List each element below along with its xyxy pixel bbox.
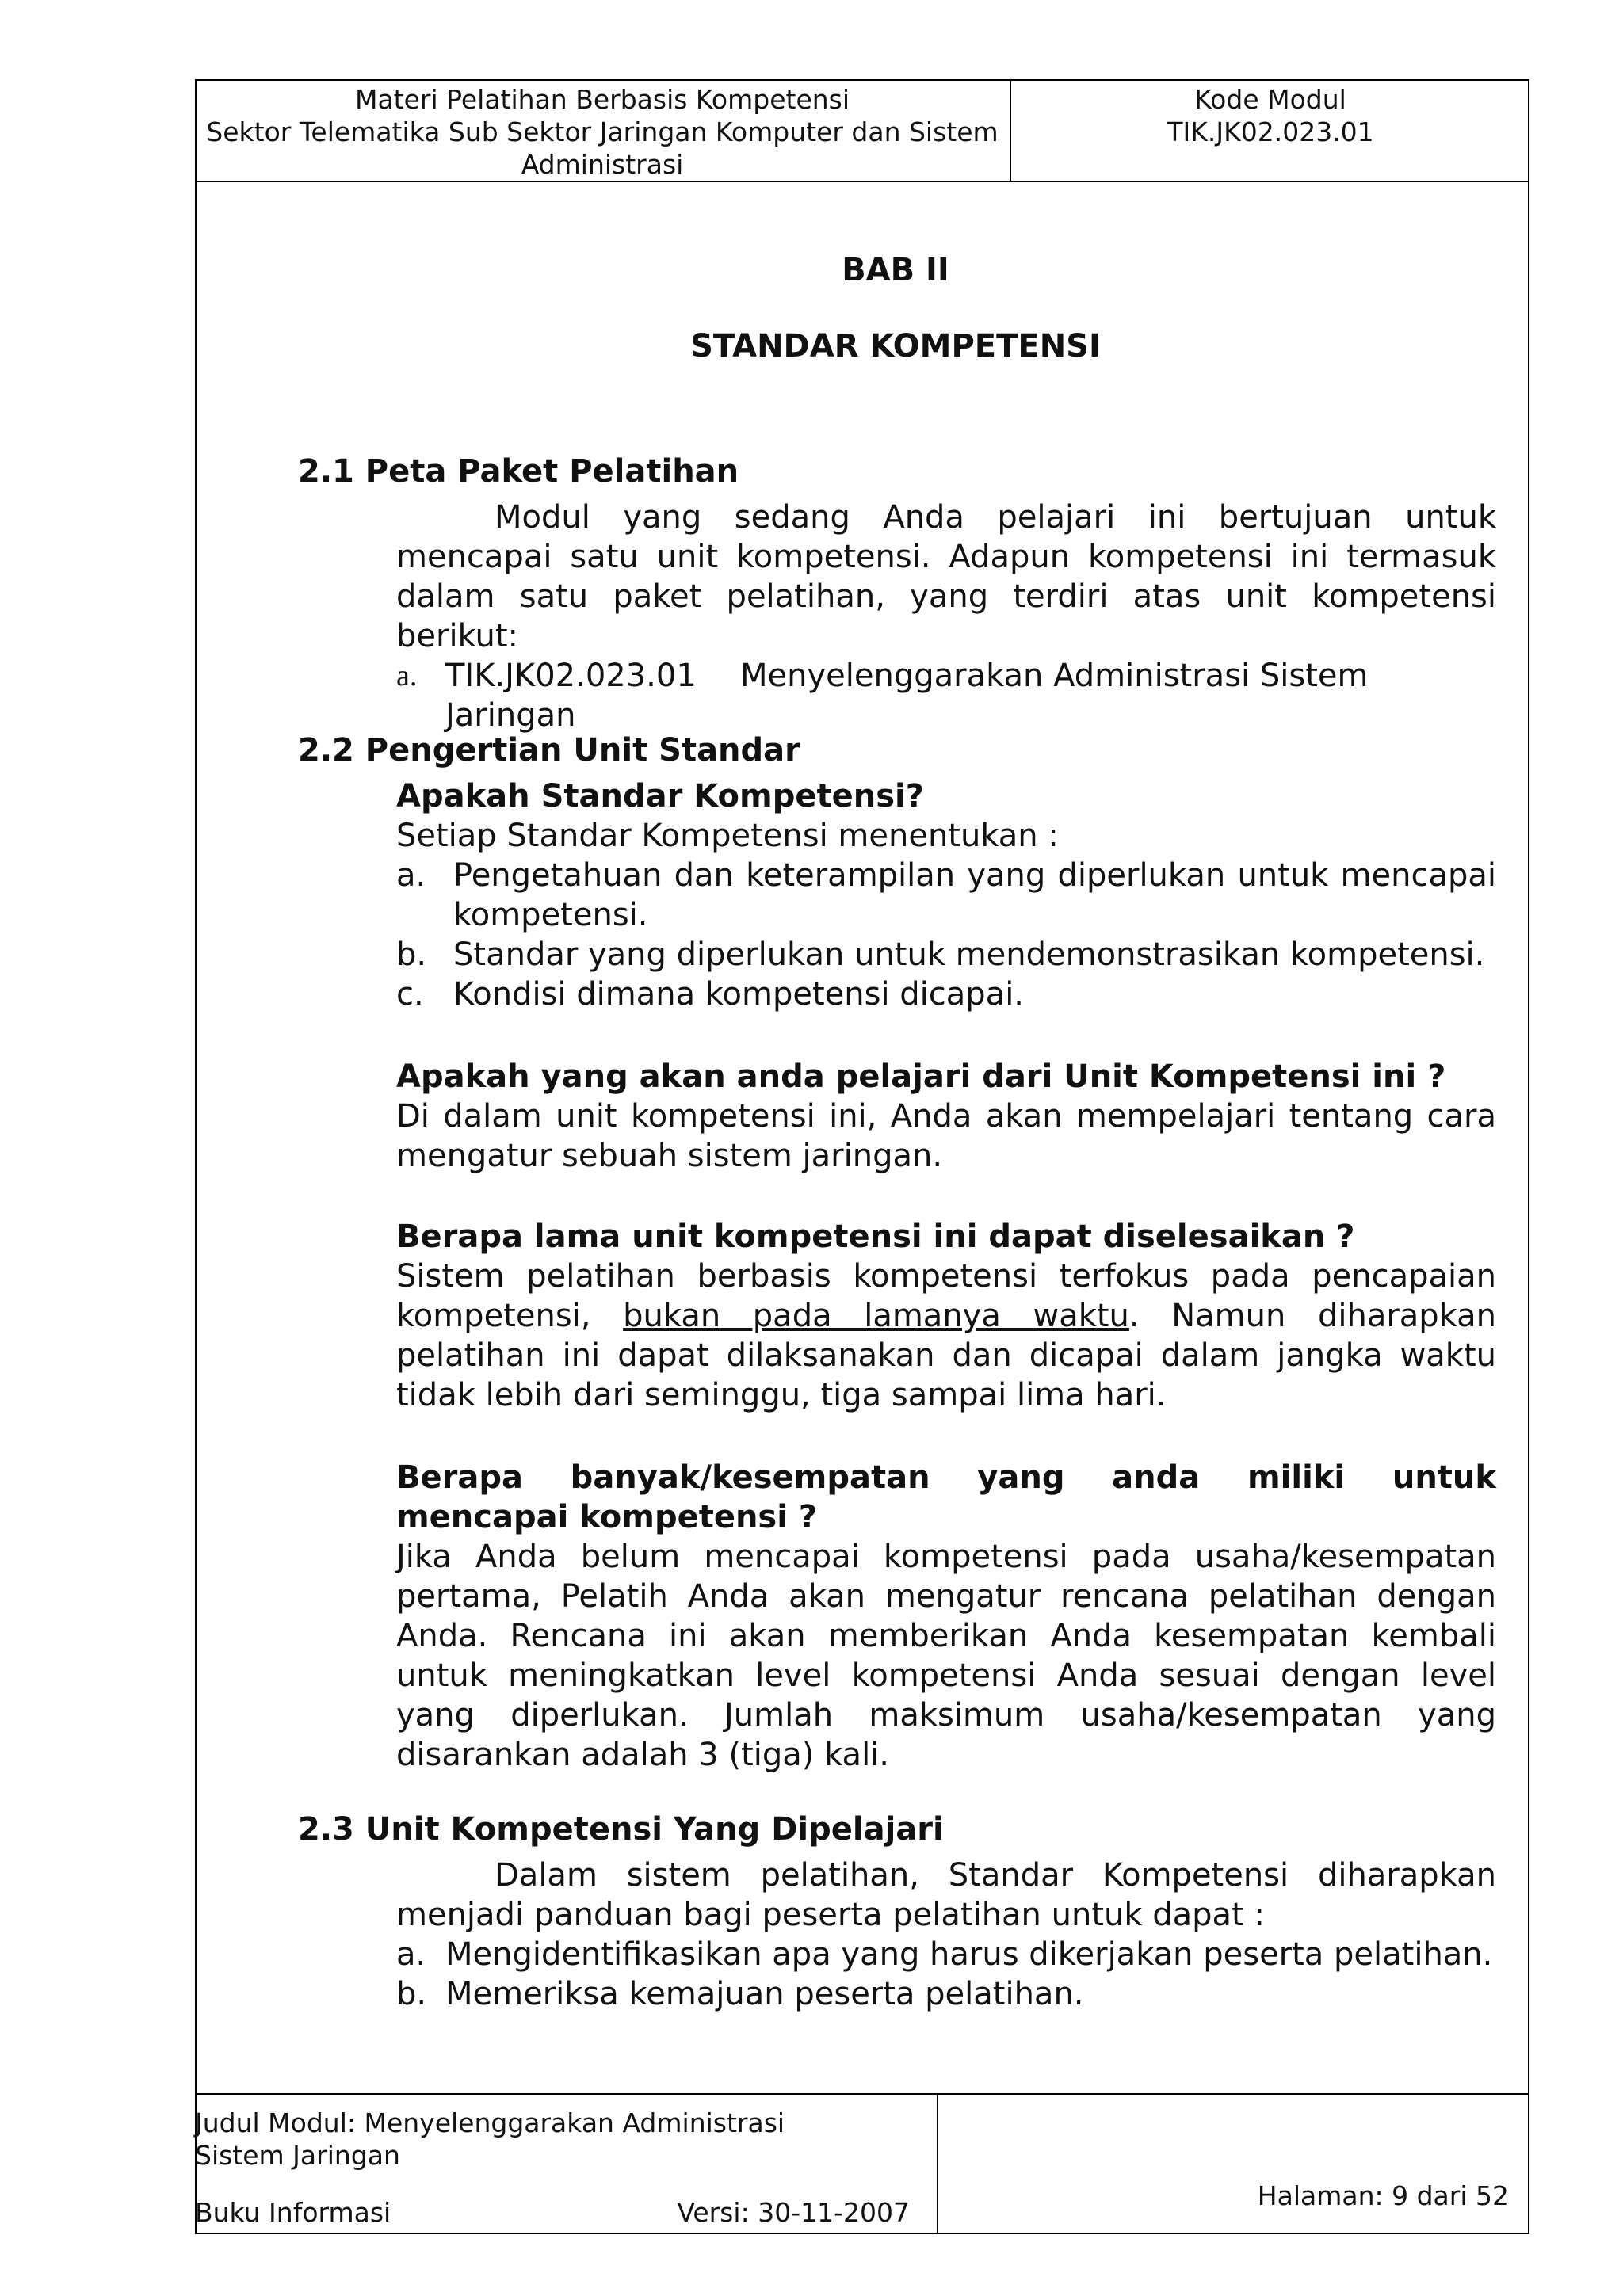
list-item [396,656,1496,735]
header-module-info [195,81,1011,181]
section-2-2-q4 [396,1458,1496,1775]
unit-code: TIK.JK02.023.01 [445,658,697,694]
list-marker: b. [396,1976,427,2012]
purpose-list [396,1935,1496,2014]
header-module-code [1011,81,1529,181]
chapter-number: BAB II [842,252,949,288]
header-code-value: TIK.JK02.023.01 [1167,116,1374,147]
section-2-2-q3 [396,1217,1496,1415]
section-heading-2-1: 2.1 Peta Paket Pelatihan [298,453,739,490]
underlined-phrase: bukan pada lamanya waktu [623,1298,1129,1334]
footer-module-title: Judul Modul: Menyelenggarakan Administrasi Sistem Jaringan [195,2107,785,2171]
header-code-label: Kode Modul [1194,84,1346,115]
section-2-3-paragraph: Dalam sistem pelatihan, Standar Kompetensi diharapkan menjadi panduan bagi peserta pelatihan untuk dapat : [396,1857,1496,1933]
question-heading: Apakah yang akan anda pelajari dari Unit Kompetensi ini ? [396,1058,1446,1095]
list-marker: c. [396,976,424,1013]
list-marker: b. [396,936,427,973]
section-2-2-q2 [396,1057,1496,1176]
competency-unit-list [396,656,1496,735]
list-item [396,974,1496,1014]
question-heading: Berapa banyak/kesempatan yang anda miliki untuk mencapai kompetensi ? [396,1459,1496,1535]
header-training-title: Materi Pelatihan Berbasis Kompetensi [354,84,850,115]
answer-text-cont: . Namun diharapkan pelatihan ini dapat dilaksanakan dan dicapai dalam jangka waktu tidak lebih dari seminggu, tiga sampai lima hari. [396,1298,1496,1413]
page-number: Halaman: 9 dari 52 [1257,2180,1509,2211]
footer-module-info [195,2095,938,2233]
page-footer [195,2093,1529,2234]
list-marker: a. [396,1936,426,1973]
question-answer [396,1257,1496,1415]
question-heading: Apakah Standar Kompetensi? [396,778,924,814]
header-sector: Sektor Telematika Sub Sektor Jaringan Komputer dan Sistem [206,116,999,147]
list-item-text: Memeriksa kemajuan peserta pelatihan. [445,1976,1084,2012]
question-heading: Berapa lama unit kompetensi ini dapat diselesaikan ? [396,1219,1355,1255]
list-item [396,856,1496,935]
section-heading-2-3: 2.3 Unit Kompetensi Yang Dipelajari [298,1811,944,1848]
list-marker: a. [396,659,418,692]
unit-name: Menyelenggarakan Administrasi Sistem Jaringan [445,658,1369,734]
list-item [396,935,1496,974]
footer-version: Versi: 30-11-2007 [677,2197,910,2228]
list-item-text: Standar yang diperlukan untuk mendemonstrasikan kompetensi. [453,936,1485,973]
page-header [195,79,1529,182]
list-item-text: Mengidentifikasikan apa yang harus dikerjakan peserta pelatihan. [445,1936,1493,1973]
footer-page-info [938,2095,1529,2233]
header-sector-cont: Administrasi [521,149,684,180]
list-item [396,1935,1496,1974]
question-answer: Jika Anda belum mencapai kompetensi pada usaha/kesempatan pertama, Pelatih Anda akan mengatur rencana pelatihan dengan Anda. Rencana ini akan memberikan Anda kesempatan kembali untuk meningkatkan level kompetensi Anda sesuai dengan level yang diperlukan. Jumlah maksimum usaha/kesempatan yang disarankan adalah 3 (tiga) kali. [396,1539,1496,1773]
footer-book-type: Buku Informasi [195,2197,391,2228]
answer-text: Sistem pelatihan berbasis kompetensi terfokus pada pencapaian kompetensi, [396,1258,1496,1334]
section-2-3-body [396,1855,1496,2014]
list-item-text: Pengetahuan dan keterampilan yang diperlukan untuk mencapai kompetensi. [453,857,1496,933]
list-marker: a. [396,857,426,894]
list-item [396,1974,1496,2014]
section-2-1-paragraph: Modul yang sedang Anda pelajari ini bertujuan untuk mencapai satu unit kompetensi. Adapun kompetensi ini termasuk dalam satu paket pelatihan, yang terdiri atas unit kompetensi berikut: [396,499,1496,654]
section-2-2-q1 [396,776,1496,1014]
chapter-title: STANDAR KOMPETENSI [690,328,1101,364]
standard-criteria-list [396,856,1496,1014]
question-intro: Setiap Standar Kompetensi menentukan : [396,818,1059,854]
question-answer: Di dalam unit kompetensi ini, Anda akan mempelajari tentang cara mengatur sebuah sistem jaringan. [396,1098,1496,1174]
list-item-text: Kondisi dimana kompetensi dicapai. [453,976,1025,1013]
section-heading-2-2: 2.2 Pengertian Unit Standar [298,732,800,769]
section-2-1-body [396,498,1496,735]
